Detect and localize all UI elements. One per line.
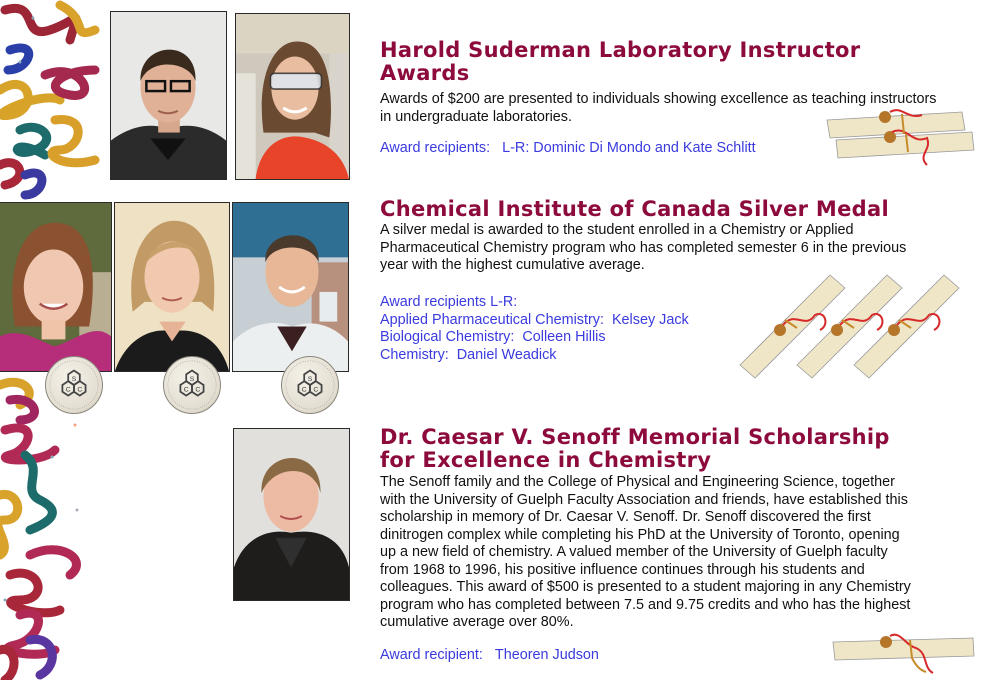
section-title-senoff-scholarship <box>380 426 980 472</box>
portrait-icon <box>115 203 229 371</box>
portrait-icon <box>233 203 348 371</box>
photo-kelsey-jack <box>0 202 112 372</box>
recipients-senoff-scholarship <box>380 647 599 665</box>
portrait-icon <box>236 14 349 179</box>
rolled-diploma-icon <box>735 270 970 385</box>
rolled-diploma-icon <box>828 628 978 678</box>
body-line: year with the highest cumulative average. <box>380 257 645 273</box>
body-line: from 1968 to 1996, his positive influence continues through his students and <box>380 561 865 578</box>
photo-colleen-hillis <box>114 202 230 372</box>
section-title-suderman-awards <box>380 39 980 85</box>
recipient-program: Applied Pharmaceutical Chemistry: <box>380 311 604 328</box>
title-line: Awards <box>380 61 470 85</box>
recipient-name: Kelsey Jack <box>611 311 689 328</box>
body-line: Pharmaceutical Chemistry program who has completed semester 6 in the previous <box>380 239 907 256</box>
recipient-row <box>380 329 689 347</box>
hexagon-scc-logo-icon <box>282 357 338 413</box>
photo-theoren-judson <box>233 428 350 601</box>
recipients-label: Award recipients: <box>380 140 491 156</box>
body-line: program who has completed between 7.5 and 9.75 credits and who has the highest <box>380 596 911 613</box>
body-line: scholarship in memory of Dr. Caesar V. Senoff. Dr. Senoff discovered the first <box>380 509 871 525</box>
svg-text:S: S <box>189 376 195 384</box>
svg-text:C: C <box>195 386 201 394</box>
section-body-suderman-awards: Awards of $200 are presented to individuals showing excellence as teaching instructors in undergraduate laboratories. <box>380 91 937 125</box>
recipients-heading: Award recipients L-R: <box>380 294 518 310</box>
scc-medal-icon <box>281 356 339 414</box>
section-body-senoff-scholarship <box>380 474 980 632</box>
body-line: cumulative average over 80%. <box>380 614 574 630</box>
svg-text:C: C <box>301 386 307 394</box>
section-title-cic-silver-medal: Chemical Institute of Canada Silver Medal <box>380 197 889 221</box>
recipient-program: Chemistry: <box>380 346 449 363</box>
svg-text:C: C <box>65 386 71 394</box>
recipient-name: Colleen Hillis <box>522 329 606 345</box>
recipients-suderman-awards <box>380 140 756 158</box>
photo-dominic-di-mondo <box>110 11 227 180</box>
title-line: for Excellence in Chemistry <box>380 448 712 472</box>
portrait-icon <box>0 203 111 371</box>
recipients-cic-silver-medal <box>380 294 689 364</box>
recipient-row <box>380 347 689 365</box>
recipients-value: L-R: Dominic Di Mondo and Kate Schlitt <box>502 140 756 156</box>
rolled-diploma-icon <box>822 100 977 170</box>
recipient-row <box>380 312 689 330</box>
photo-daniel-weadick <box>232 202 349 372</box>
portrait-icon <box>111 12 226 179</box>
recipients-label: Award recipient: <box>380 647 483 663</box>
svg-text:C: C <box>313 386 319 394</box>
body-line: The Senoff family and the College of Physical and Engineering Science, together <box>380 474 895 490</box>
body-line: colleagues. This award of $500 is presented to a student majoring in any Chemistry <box>380 579 911 595</box>
portrait-icon <box>234 429 349 600</box>
svg-text:C: C <box>183 386 189 394</box>
title-line: Harold Suderman Laboratory Instructor <box>380 38 861 62</box>
body-line: with the University of Guelph Faculty Association and friends, have established this <box>380 491 908 508</box>
photo-kate-schlitt <box>235 13 350 180</box>
title-line: Dr. Caesar V. Senoff Memorial Scholarship <box>380 425 890 449</box>
svg-text:S: S <box>307 376 313 384</box>
recipient-program: Biological Chemistry: <box>380 329 515 345</box>
section-body-cic-silver-medal <box>380 222 980 275</box>
body-line: up a new field of chemistry. A valued member of the University of Guelph faculty <box>380 544 888 560</box>
svg-text:C: C <box>77 386 83 394</box>
recipients-value: Theoren Judson <box>494 647 599 663</box>
svg-text:S: S <box>71 376 77 384</box>
body-line: dinitrogen complex while completing his PhD at the University of Toronto, opening <box>380 526 900 543</box>
hexagon-scc-logo-icon <box>46 357 102 413</box>
hexagon-scc-logo-icon <box>164 357 220 413</box>
scc-medal-icon <box>163 356 221 414</box>
body-line: A silver medal is awarded to the student enrolled in a Chemistry or Applied <box>380 222 854 238</box>
recipient-name: Daniel Weadick <box>456 346 557 363</box>
scc-medal-icon <box>45 356 103 414</box>
